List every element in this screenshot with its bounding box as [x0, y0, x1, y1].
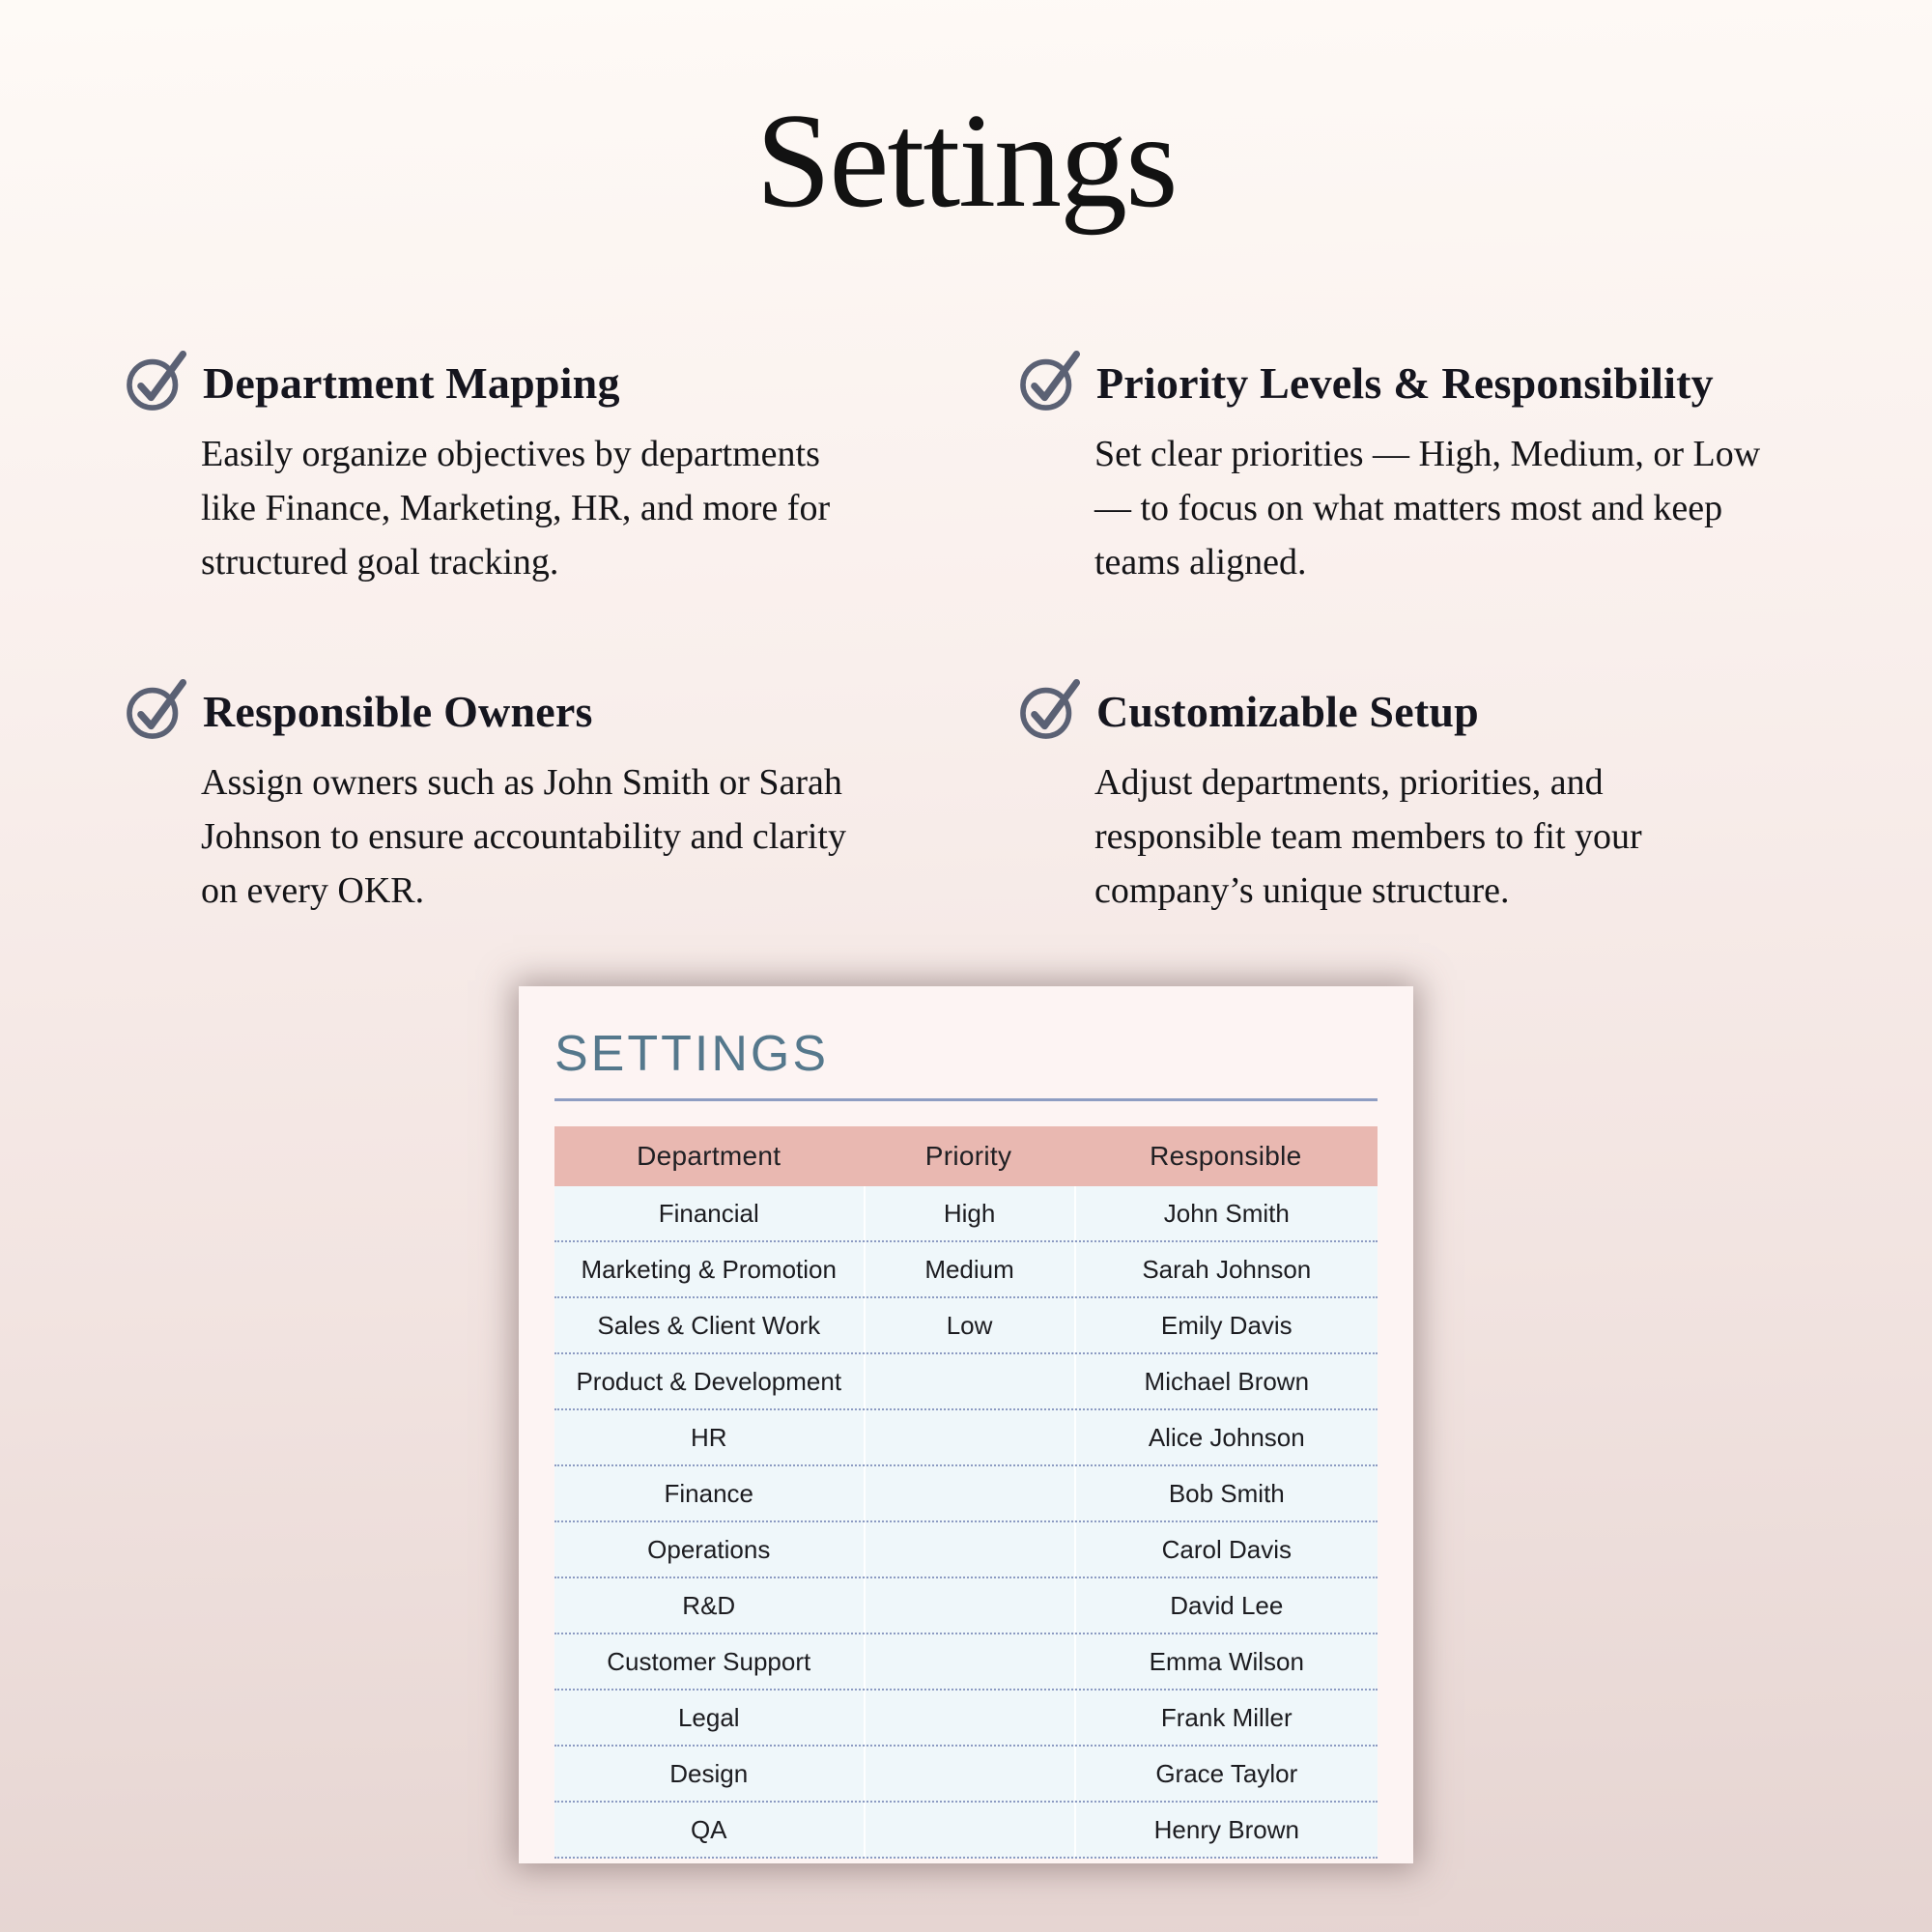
page-title: Settings: [755, 86, 1177, 236]
feature-department-mapping: [126, 354, 1019, 605]
cell-priority: [864, 1747, 1074, 1801]
feature-title: Priority Levels & Responsibility: [1096, 357, 1714, 408]
table-row: [554, 1354, 1378, 1410]
table-row: [554, 1690, 1378, 1747]
cell-responsible: Emma Wilson: [1074, 1634, 1378, 1689]
table-row: [554, 1410, 1378, 1466]
title-underline: [554, 1098, 1378, 1101]
table-row: [554, 1578, 1378, 1634]
settings-sheet-preview: [519, 986, 1413, 1863]
cell-department: Customer Support: [607, 1646, 811, 1676]
cell-department: R&D: [682, 1590, 736, 1620]
cell-department: Sales & Client Work: [597, 1310, 821, 1340]
table-row: [554, 1466, 1378, 1522]
check-circle-icon: [1019, 676, 1083, 740]
cell-priority: High: [864, 1186, 1074, 1240]
cell-priority: [864, 1354, 1074, 1408]
cell-department: Operations: [647, 1534, 771, 1564]
cell-responsible: Sarah Johnson: [1074, 1242, 1378, 1296]
cell-priority: [864, 1466, 1074, 1520]
cell-department: Product & Development: [576, 1366, 842, 1396]
feature-description: Set clear priorities — High, Medium, or Low — to focus on what matters most and keep teams aligned.: [1094, 434, 1761, 583]
feature-description: Adjust departments, priorities, and responsible team members to fit your company’s unique structure.: [1094, 762, 1642, 912]
cell-responsible: John Smith: [1074, 1186, 1378, 1240]
check-circle-icon: [126, 676, 189, 740]
cell-priority: [864, 1690, 1074, 1745]
feature-header: [126, 354, 1019, 412]
cell-priority: [864, 1410, 1074, 1464]
feature-title: Customizable Setup: [1096, 686, 1479, 736]
cell-department: Financial: [658, 1198, 759, 1228]
cell-responsible: Henry Brown: [1074, 1803, 1378, 1857]
cell-responsible: Emily Davis: [1074, 1298, 1378, 1352]
cell-responsible: David Lee: [1074, 1578, 1378, 1633]
column-header-department: Department: [637, 1141, 781, 1171]
feature-title: Department Mapping: [203, 357, 620, 408]
cell-priority: [864, 1578, 1074, 1633]
feature-customizable-setup: [1019, 682, 1855, 933]
table-header-row: [554, 1126, 1378, 1186]
feature-grid: [126, 354, 1855, 933]
table-row: [554, 1242, 1378, 1298]
cell-responsible: Michael Brown: [1074, 1354, 1378, 1408]
cell-department: Design: [669, 1758, 749, 1788]
sheet-title: SETTINGS: [554, 1026, 830, 1082]
cell-priority: [864, 1634, 1074, 1689]
cell-responsible: Grace Taylor: [1074, 1747, 1378, 1801]
cell-department: QA: [690, 1814, 727, 1844]
table-row: [554, 1186, 1378, 1242]
feature-title: Responsible Owners: [203, 686, 593, 736]
table-row: [554, 1803, 1378, 1859]
check-circle-icon: [1019, 348, 1083, 412]
column-header-responsible: Responsible: [1150, 1141, 1302, 1171]
check-circle-icon: [126, 348, 189, 412]
feature-header: [1019, 682, 1855, 740]
cell-responsible: Carol Davis: [1074, 1522, 1378, 1577]
cell-department: HR: [690, 1422, 727, 1452]
cell-responsible: Bob Smith: [1074, 1466, 1378, 1520]
table-row: [554, 1298, 1378, 1354]
cell-responsible: Frank Miller: [1074, 1690, 1378, 1745]
cell-department: Finance: [664, 1478, 753, 1508]
feature-description: Assign owners such as John Smith or Sarah Johnson to ensure accountability and clarity on every OKR.: [201, 762, 846, 912]
cell-responsible: Alice Johnson: [1074, 1410, 1378, 1464]
feature-description: Easily organize objectives by departments like Finance, Marketing, HR, and more for structured goal tracking.: [201, 434, 831, 583]
cell-priority: Medium: [864, 1242, 1074, 1296]
cell-department: Legal: [677, 1702, 740, 1732]
feature-priority-levels: [1019, 354, 1855, 605]
feature-responsible-owners: [126, 682, 1019, 933]
cell-priority: Low: [864, 1298, 1074, 1352]
settings-table: [554, 1126, 1378, 1859]
table-row: [554, 1747, 1378, 1803]
feature-header: [1019, 354, 1855, 412]
table-row: [554, 1634, 1378, 1690]
cell-priority: [864, 1522, 1074, 1577]
table-row: [554, 1522, 1378, 1578]
cell-department: Marketing & Promotion: [581, 1254, 837, 1284]
feature-header: [126, 682, 1019, 740]
cell-priority: [864, 1803, 1074, 1857]
column-header-priority: Priority: [924, 1141, 1012, 1171]
